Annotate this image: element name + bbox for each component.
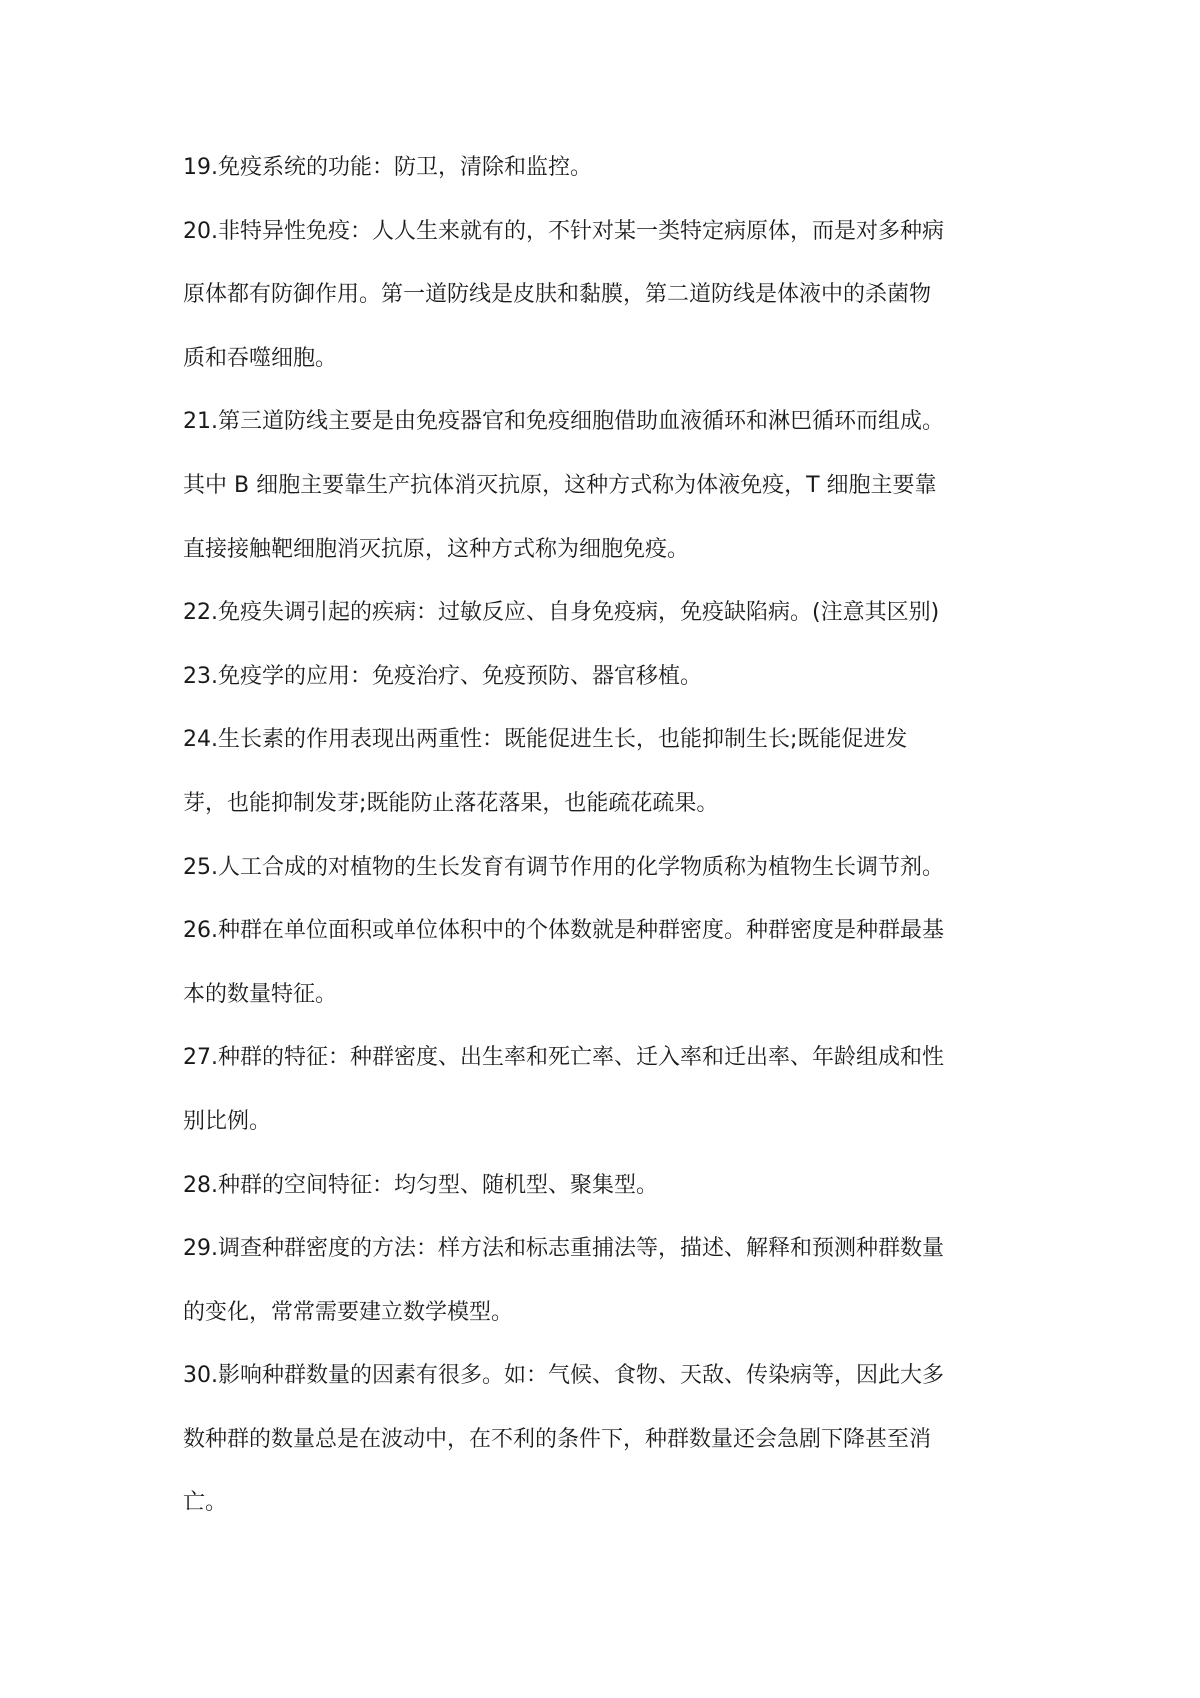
text-line: 19.免疫系统的功能：防卫，清除和监控。: [183, 155, 592, 180]
text-line: 亡。: [183, 1490, 228, 1516]
text-line: 芽，也能抑制发芽;既能防止落花落果，也能疏花疏果。: [183, 790, 719, 816]
text-line: 26.种群在单位面积或单位体积中的个体数就是种群密度。种群密度是种群最基: [183, 918, 944, 944]
text-line: 直接接触靶细胞消灭抗原，这种方式称为细胞免疫。: [183, 536, 690, 562]
text-line: 29.调查种群密度的方法：样方法和标志重捕法等，描述、解释和预测种群数量: [183, 1236, 944, 1262]
text-line: 27.种群的特征：种群密度、出生率和死亡率、迁入率和迁出率、年龄组成和性: [183, 1045, 944, 1071]
text-line: 别比例。: [183, 1108, 272, 1134]
text-line: 23.免疫学的应用：免疫治疗、免疫预防、器官移植。: [183, 663, 702, 689]
text-line: 22.免疫失调引起的疾病：过敏反应、自身免疫病，免疫缺陷病。(注意其区别): [183, 600, 940, 626]
text-line: 20.非特异性免疫：人人生来就有的，不针对某一类特定病原体，而是对多种病: [183, 218, 944, 244]
text-line: 25.人工合成的对植物的生长发育有调节作用的化学物质称为植物生长调节剂。: [183, 854, 944, 880]
document-body: [183, 152, 1031, 1551]
text-line: 的变化，常常需要建立数学模型。: [183, 1299, 514, 1325]
text-line: 数种群的数量总是在波动中，在不利的条件下，种群数量还会急剧下降甚至消: [183, 1426, 932, 1452]
text-line: 本的数量特征。: [183, 981, 338, 1007]
text-line: 30.影响种群数量的因素有很多。如：气候、食物、天敌、传染病等，因此大多: [183, 1363, 944, 1389]
text-line: 其中 B 细胞主要靠生产抗体消灭抗原，这种方式称为体液免疫，T 细胞主要靠: [183, 472, 937, 498]
text-line: 原体都有防御作用。第一道防线是皮肤和黏膜，第二道防线是体液中的杀菌物: [183, 282, 932, 308]
text-line: 28.种群的空间特征：均匀型、随机型、聚集型。: [183, 1172, 658, 1198]
text-line: 24.生长素的作用表现出两重性：既能促进生长，也能抑制生长;既能促进发: [183, 727, 908, 753]
text-line: 质和吞噬细胞。: [183, 345, 338, 371]
text-line: 21.第三道防线主要是由免疫器官和免疫细胞借助血液循环和淋巴循环而组成。: [183, 409, 944, 435]
